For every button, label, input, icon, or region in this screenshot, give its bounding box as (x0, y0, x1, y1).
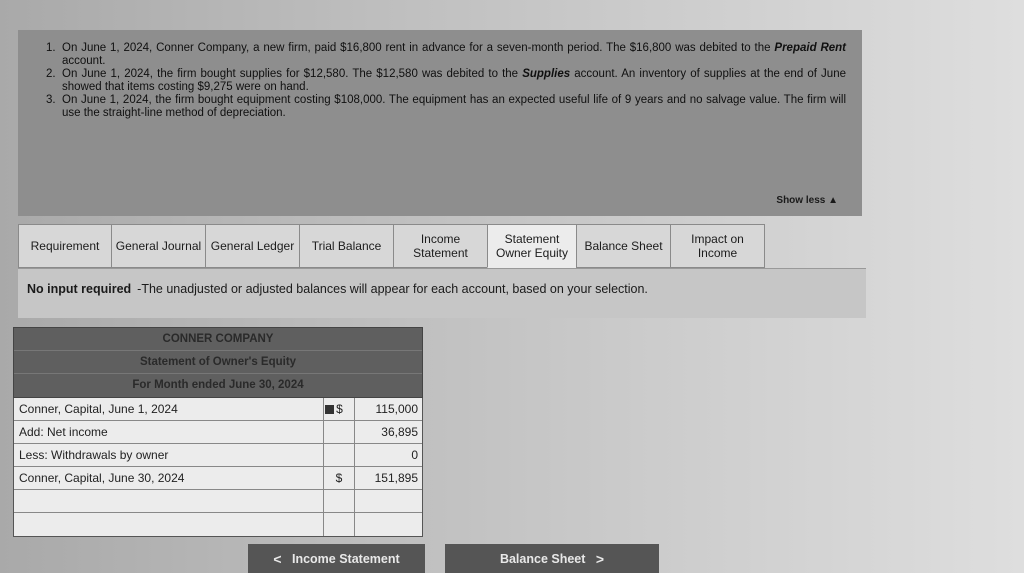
problem-list (46, 42, 846, 120)
statement-row-value[interactable]: 151,895 (354, 467, 422, 489)
info-message-bold: No input required (27, 282, 132, 296)
problem-panel (18, 30, 862, 216)
info-bar (18, 268, 866, 318)
problem-item-number: 3. (46, 94, 56, 106)
statement-row-label[interactable]: Add: Net income (14, 421, 324, 443)
statement-rows (13, 398, 423, 537)
statement-row-value[interactable] (354, 490, 422, 512)
next-balance-sheet-button[interactable] (445, 544, 659, 573)
statement-company: CONNER COMPANY (14, 328, 422, 351)
problem-item-number: 2. (46, 68, 56, 80)
info-message (27, 282, 648, 296)
problem-item (46, 94, 846, 120)
statement-title: Statement of Owner's Equity (14, 351, 422, 374)
statement-row-value[interactable]: 115,000 (354, 398, 422, 420)
tab-general-ledger[interactable]: General Ledger (205, 224, 300, 268)
statement-row (14, 513, 422, 536)
problem-item (46, 68, 846, 94)
statement-row-value[interactable] (354, 513, 422, 536)
statement-header (13, 327, 423, 398)
tab-income-statement[interactable]: Income Statement (393, 224, 488, 268)
owner-equity-statement (13, 327, 423, 537)
statement-row-currency (324, 398, 354, 420)
problem-item-text: On June 1, 2024, Conner Company, a new firm, paid $16,800 rent in advance for a seven-month period. The $16,800 was debited to the Prepaid Rent account. (62, 42, 847, 67)
show-less-link[interactable]: Show less ▲ (776, 195, 838, 206)
tab-trial-balance[interactable]: Trial Balance (299, 224, 394, 268)
chevron-left-icon: < (273, 551, 282, 567)
statement-row (14, 467, 422, 490)
next-button-label: Balance Sheet (499, 552, 586, 566)
statement-row-label[interactable]: Less: Withdrawals by owner (14, 444, 324, 466)
cell-marker-icon (325, 405, 334, 414)
statement-row-currency (324, 513, 354, 536)
tab-general-journal[interactable]: General Journal (111, 224, 206, 268)
statement-row-value[interactable]: 0 (354, 444, 422, 466)
problem-item-text: On June 1, 2024, the firm bought equipment costing $108,000. The equipment has an expected useful life of 9 years and no salvage value. The firm will use the straight-line method of depreciation. (62, 94, 846, 119)
statement-row-label[interactable]: Conner, Capital, June 30, 2024 (14, 467, 324, 489)
statement-period: For Month ended June 30, 2024 (132, 379, 304, 391)
tab-statement-owner-equity[interactable]: Statement Owner Equity (487, 224, 577, 268)
statement-row-label[interactable] (14, 513, 324, 536)
currency-symbol: $ (336, 402, 343, 416)
tab-bar (18, 224, 764, 268)
tab-balance-sheet[interactable]: Balance Sheet (576, 224, 671, 268)
statement-row-currency (324, 490, 354, 512)
statement-row-label[interactable] (14, 490, 324, 512)
statement-row (14, 421, 422, 444)
statement-row-value[interactable]: 36,895 (354, 421, 422, 443)
statement-row (14, 444, 422, 467)
statement-row-currency (324, 467, 354, 489)
statement-row (14, 398, 422, 421)
chevron-right-icon: > (595, 551, 605, 567)
problem-item-number: 1. (46, 42, 56, 54)
statement-row (14, 490, 422, 513)
tab-requirement[interactable]: Requirement (18, 224, 112, 268)
info-message-text: -The unadjusted or adjusted balances will appear for each account, based on your selection. (137, 282, 648, 296)
statement-row-currency (324, 444, 354, 466)
statement-row-currency (324, 421, 354, 443)
prev-income-statement-button[interactable] (248, 544, 425, 573)
tab-impact-on-income[interactable]: Impact on Income (670, 224, 765, 268)
problem-item (46, 42, 846, 68)
currency-symbol: $ (335, 471, 343, 485)
prev-button-label: Income Statement (291, 552, 400, 566)
statement-row-label[interactable]: Conner, Capital, June 1, 2024 (14, 398, 324, 420)
problem-item-text: On June 1, 2024, the firm bought supplies for $12,580. The $12,580 was debited to the Supplies account. An inventory of supplies at the end of June showed that items costing $9,275 were on hand. (62, 68, 846, 93)
